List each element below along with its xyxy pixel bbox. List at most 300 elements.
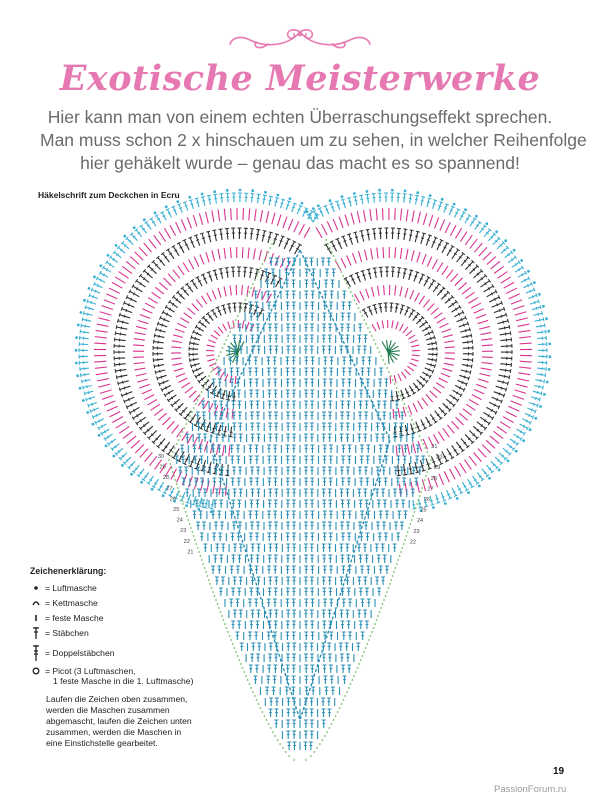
stitch-symbol [340,467,344,475]
stitch-symbol [174,368,184,371]
stitch-symbol [408,405,412,414]
stitch-symbol [422,398,428,406]
stitch-symbol [327,643,331,651]
stitch-symbol [267,599,271,607]
chain-dot [267,251,269,253]
chain-dot [250,687,252,689]
stitch-symbol [465,235,472,245]
stitch-symbol [345,643,349,651]
stitch-symbol [411,312,420,322]
stitch-symbol [457,379,468,386]
stitch-symbol [242,321,243,329]
stitch-symbol [184,313,192,319]
chain-dot [165,205,168,208]
stitch-symbol [519,422,529,430]
stitch-symbol [498,451,507,460]
stitch-symbol [212,478,216,486]
stitch-symbol [474,390,484,394]
stitch-symbol [273,379,277,387]
stitch-symbol [211,309,219,319]
stitch-symbol [304,313,308,321]
chain-dot [426,451,428,453]
stitch-symbol [322,434,326,442]
stitch-symbol [292,665,296,673]
stitch-symbol [286,511,290,519]
stitch-symbol [403,387,410,397]
stitch-symbol [268,555,272,563]
chain-dot [235,319,237,321]
stitch-symbol [463,346,473,351]
chain-dot [201,193,204,196]
chain-dot [256,699,258,701]
stitch-symbol [224,287,226,297]
stitch-symbol [286,720,290,728]
chain-dot [352,679,354,681]
stitch-symbol [377,322,380,330]
stitch-symbol [251,610,255,618]
stitch-symbol [323,445,327,453]
stitch-symbol [534,317,544,323]
stitch-symbol [394,412,398,420]
stitch-symbol [442,266,448,275]
stitch-symbol [231,208,232,220]
stitch-symbol [323,676,327,684]
chain-dot [252,283,254,285]
stitch-symbol [188,308,196,315]
stitch-symbol [322,335,326,343]
stitch-symbol [206,212,209,224]
stitch-symbol [323,456,327,464]
stitch-symbol [341,566,345,574]
stitch-symbol [126,261,135,269]
stitch-symbol [456,316,467,324]
stitch-symbol [471,475,479,485]
stitch-symbol [238,412,242,420]
chain-dot [357,667,359,669]
legend-note-line: eine Einstichstelle gearbeitet. [46,738,158,748]
stitch-symbol [164,228,170,238]
stitch-symbol [145,453,153,462]
stitch-symbol [218,533,222,541]
stitch-symbol [441,373,450,377]
stitch-symbol [396,533,400,541]
stitch-symbol [473,221,481,231]
stitch-symbol [274,401,278,409]
stitch-symbol [123,431,133,438]
stitch-symbol [255,302,259,310]
stitch-symbol [538,360,547,365]
chain-dot [194,539,196,541]
stitch-symbol [353,232,360,244]
stitch-symbol [256,555,260,563]
chain-dot [193,407,195,409]
stitch-symbol [137,379,148,382]
stitch-symbol [292,324,296,332]
stitch-symbol [286,445,290,453]
stitch-symbol [435,217,439,228]
stitch-symbol [382,467,386,475]
stitch-symbol [230,445,234,453]
legend-label: = feste Masche [45,612,104,623]
stitch-symbol [215,544,219,552]
chain-dot [464,208,467,211]
chain-dot [392,379,394,381]
chain-dot [350,291,352,293]
chain-dot [390,579,392,581]
stitch-symbol [286,522,290,530]
stitch-symbol [255,533,259,541]
stitch-symbol [257,610,261,618]
stitch-symbol [304,324,308,332]
stitch-symbol [80,330,89,335]
stitch-symbol [378,286,380,296]
stitch-symbol [372,287,374,297]
stitch-symbol [183,239,191,251]
stitch-symbol [378,456,382,464]
stitch-symbol [410,363,417,367]
chain-dot [191,531,193,533]
stitch-symbol [509,437,519,445]
stitch-symbol [188,237,196,249]
stitch-symbol [322,720,326,728]
legend-note-line: Laufen die Zeichen oben zusammen, [46,694,188,704]
stitch-symbol [268,324,272,332]
stitch-symbol [292,577,296,585]
stitch-symbol [304,489,308,497]
stitch-symbol [254,676,258,684]
stitch-symbol [213,270,220,281]
chain-dot [202,563,204,565]
chain-dot [411,419,413,421]
chain-dot [195,403,197,405]
stitch-symbol [392,320,393,328]
stitch-symbol [340,522,344,530]
stitch-symbol [212,230,218,242]
stitch-symbol [232,423,236,431]
chain-dot [377,347,379,349]
stitch-symbol [255,665,259,673]
stitch-symbol [153,346,163,351]
stitch-symbol [135,252,144,260]
stitch-symbol [254,632,258,640]
stitch-symbol [257,577,261,585]
stitch-symbol [171,358,181,359]
stitch-symbol [119,272,129,279]
stitch-symbol [366,289,369,298]
stitch-symbol [425,335,435,342]
chain-dot [258,703,260,705]
stitch-symbol [257,643,261,651]
stitch-symbol [163,278,171,286]
chain-dot [529,428,532,431]
stitch-symbol [286,489,290,497]
stitch-symbol [185,489,189,497]
chain-dot [335,259,337,261]
stitch-symbol [487,257,496,265]
stitch-symbol [335,238,343,250]
stitch-symbol [261,195,266,205]
stitch-symbol [237,478,241,486]
stitch-symbol [282,238,290,250]
stitch-symbol [236,566,240,574]
chain-dot [353,192,356,195]
stitch-symbol [152,478,160,488]
stitch-symbol [260,230,266,242]
stitch-symbol [273,533,277,541]
chain-dot [548,343,551,346]
stitch-symbol [248,248,249,259]
stitch-symbol [322,621,326,629]
chain-dot [201,391,203,393]
stitch-symbol [203,489,207,497]
stitch-symbol [378,193,382,202]
stitch-symbol [322,313,326,321]
stitch-symbol [515,312,527,315]
stitch-symbol [79,360,88,365]
stitch-symbol [346,654,350,662]
stitch-symbol [422,276,430,287]
stitch-symbol [232,409,233,419]
stitch-symbol [287,258,291,266]
stitch-symbol [181,383,189,388]
stitch-symbol [405,369,411,375]
stitch-symbol [434,313,442,319]
stitch-symbol [133,345,144,346]
stitch-symbol [342,632,346,640]
stitch-symbol [379,267,384,277]
stitch-symbol [343,676,347,684]
stitch-symbol [400,248,401,259]
chain-dot [243,671,245,673]
stitch-symbol [250,193,255,202]
stitch-symbol [253,269,259,280]
stitch-symbol [390,228,394,239]
stitch-symbol [304,368,308,376]
chain-dot [495,230,498,233]
stitch-symbol [359,401,363,409]
stitch-symbol [286,654,290,662]
chain-dot [264,191,267,194]
stitch-symbol [341,478,345,486]
stitch-symbol [254,368,258,376]
stitch-symbol [414,195,420,205]
stitch-symbol [375,577,379,585]
stitch-symbol [274,500,278,508]
stitch-symbol [455,252,465,263]
stitch-symbol [365,401,369,409]
chain-dot [241,307,243,309]
stitch-symbol [503,251,513,260]
chain-dot [212,367,214,369]
stitch-symbol [488,401,500,409]
stitch-symbol [273,665,277,673]
stitch-symbol [242,247,243,258]
stitch-symbol [196,299,202,307]
stitch-symbol [286,368,290,376]
stitch-symbol [328,434,332,442]
stitch-symbol [433,387,441,393]
stitch-symbol [429,215,433,226]
stitch-symbol [255,390,259,398]
stitch-symbol [418,441,422,451]
stitch-symbol [445,489,452,499]
stitch-symbol [166,249,176,260]
stitch-symbol [439,492,446,502]
stitch-symbol [450,487,457,497]
stitch-symbol [328,335,332,343]
stitch-symbol [456,484,464,494]
chain-dot [388,371,390,373]
stitch-symbol [229,357,233,365]
stitch-symbol [427,279,436,290]
stitch-symbol [336,261,342,271]
stitch-symbol [292,621,296,629]
chain-dot [75,336,78,339]
stitch-symbol [273,456,277,464]
stitch-symbol [346,412,350,420]
stitch-symbol [184,467,188,475]
stitch-symbol [139,274,150,284]
stitch-symbol [257,434,261,442]
stitch-symbol [304,335,308,343]
stitch-symbol [292,412,296,420]
chain-dot [76,374,79,377]
stitch-symbol [411,434,415,442]
stitch-symbol [144,395,154,400]
stitch-symbol [398,408,400,418]
stitch-symbol [406,249,408,260]
chain-dot [214,363,216,365]
stitch-symbol [348,368,352,376]
chain-dot [343,699,345,701]
row-number: 24 [176,517,183,524]
stitch-symbol [483,252,492,260]
chain-dot [264,715,266,717]
stitch-symbol [384,390,388,398]
stitch-symbol [254,357,258,365]
stitch-symbol [348,511,352,519]
stitch-symbol [286,632,290,640]
stitch-symbol [310,456,314,464]
stitch-symbol [255,313,259,321]
stitch-symbol [134,363,145,364]
chain-dot [424,447,426,449]
stitch-symbol [500,422,510,428]
stitch-symbol [242,267,247,277]
stitch-symbol [359,478,363,486]
stitch-symbol [189,357,199,362]
chain-dot [226,627,228,629]
stitch-symbol [226,193,231,202]
chain-dot [181,499,183,501]
chain-dot [424,479,426,481]
chain-dot [538,293,541,296]
legend-item [30,580,216,595]
stitch-symbol [86,395,96,402]
stitch-symbol [340,577,344,585]
chain-dot [391,189,394,192]
stitch-symbol [135,333,146,335]
stitch-symbol [291,269,295,277]
stitch-symbol [151,404,160,410]
stitch-symbol [248,268,254,279]
row-number: 23 [180,528,187,535]
stitch-symbol [159,232,166,242]
chain-dot [408,527,410,529]
stitch-symbol [242,285,243,295]
stitch-symbol [102,306,113,310]
stitch-symbol [412,355,420,356]
stitch-symbol [200,478,204,486]
row-number: 26 [169,496,176,503]
stitch-symbol [255,566,259,574]
stitch-symbol [453,209,461,219]
stitch-symbol [250,401,254,409]
stitch-symbol [213,500,217,508]
stitch-symbol [292,500,296,508]
stitch-symbol [400,522,404,530]
stitch-symbol [256,194,261,203]
stitch-symbol [395,500,399,508]
stitch-symbol [304,434,308,442]
stitch-symbol [310,478,314,486]
stitch-symbol [130,257,139,265]
stitch-symbol [410,340,417,343]
stitch-symbol [445,347,455,348]
stitch-symbol [136,416,147,426]
stitch-symbol [482,357,493,358]
stitch-symbol [498,325,510,331]
stitch-symbol [255,379,259,387]
stitch-symbol [480,333,491,335]
chain-dot [224,623,226,625]
stitch-symbol [536,323,546,328]
stitch-symbol [182,474,187,485]
stitch-symbol [329,456,333,464]
stitch-symbol [268,544,272,552]
stitch-symbol [443,428,449,437]
stitch-symbol [181,220,186,231]
stitch-symbol [331,280,335,288]
stitch-symbol [500,362,511,367]
stitch-symbol [498,272,508,279]
stitch-symbol [218,379,222,387]
stitch-symbol [286,456,290,464]
stitch-symbol [519,330,531,332]
stitch-symbol [269,698,273,706]
stitch-symbol [267,511,271,519]
stitch-symbol [385,267,389,277]
stitch-symbol [249,313,253,321]
stitch-symbol [202,412,206,420]
stitch-symbol [208,340,215,343]
stitch-symbol [269,709,273,717]
stitch-symbol [285,357,289,365]
stitch-symbol [345,215,349,226]
stitch-symbol [327,709,331,717]
stitch-symbol [268,335,272,343]
stitch-symbol [385,511,389,519]
stitch-symbol [292,720,296,728]
stitch-symbol [348,599,352,607]
stitch-symbol [396,322,399,330]
stitch-symbol [175,329,184,332]
stitch-symbol [114,350,125,354]
stitch-symbol [238,555,242,563]
stitch-symbol [393,434,397,442]
stitch-symbol [220,372,225,379]
stitch-symbol [328,577,332,585]
